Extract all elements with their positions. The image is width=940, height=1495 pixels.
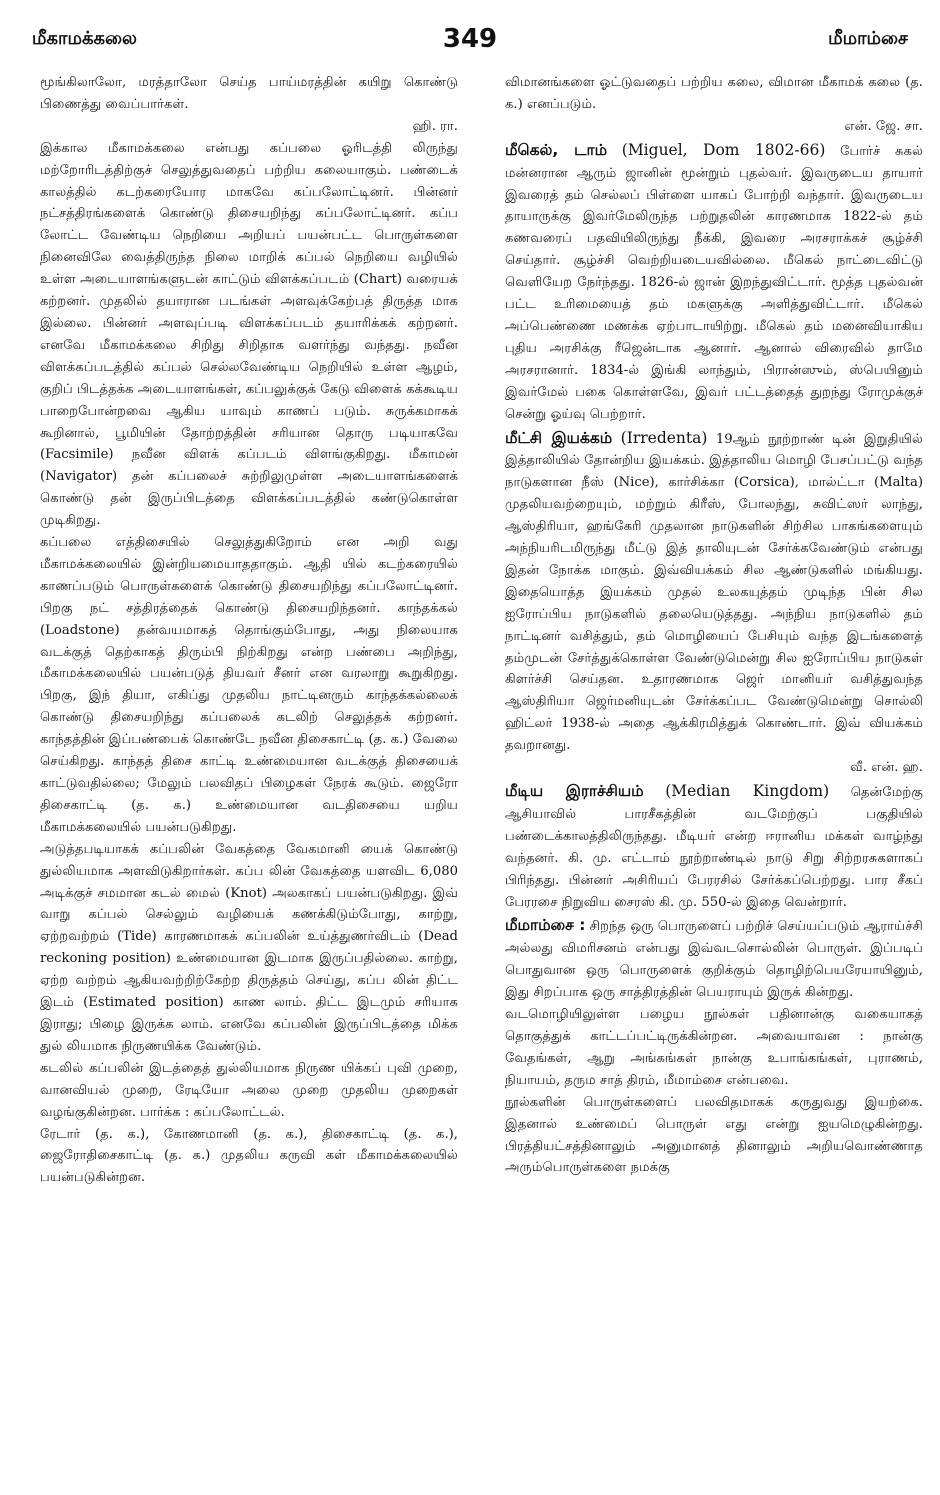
entry-irredenta bbox=[505, 428, 923, 780]
paragraph: கடலில் கப்பலின் இடத்தைத் துல்லியமாக நிருண யிக்கப் புவி முறை, வானவியல் முறை, ரேடியோ அலை முறை முதலிய முறைகள் வழங்குகின்றன. பார்க்க : கப்பலோட்டல். bbox=[40, 1060, 458, 1120]
paragraph: இக்கால மீகாமக்கலை என்பது கப்பலை ஓரிடத்தி லிருந்து மற்றோரிடத்திற்குச் செலுத்துவதைப் பற்றிய கலையாகும். பண்டைக் காலத்தில் கடற்கரையோர மாகவே கப்பலோட்டினர். பின்னர் நட்சத்திரங்களைக் கொண்டு திசையறிந்து கப்பலோட்டினர். கப்ப லோட்ட வேண்டிய நெறியை அறியப் பயன்பட்ட பொருள்களை நினைவிலே வைத்திருந்த நிலை மாறிக் கப்பல் நெறியை வழியில் உள்ள அடையாளங்களுடன் காட்டும் விளக்கப்படம் (Chart) வரையக் கற்றனர். முதலில் தயாரான படங்கள் அளவுக்கேற்பத் திருத்த மாக இல்லை. பின்னர் அளவுப்படி விளக்கப்படம் தயாரிக்கக் கற்றனர். எனவே மீகாமக்கலை சிறிது சிறிதாக வளர்ந்து வந்தது. நவீன விளக்கப்படத்தில் கப்பல் செல்லவேண்டிய நெறியில் உள்ள ஆழம், குறிப் பிடத்தக்க அடையாளங்கள், கப்பலுக்குக் கேடு விளைக் கக்கூடிய பாறைபோன்றவை ஆகிய யாவும் காணப் படும். சுருக்கமாகக் கூறினால், பூமியின் தோற்றத்தின் சரியான தொரு படியாகவே (Facsimile) நவீன விளக் கப்படம் விளங்குகிறது. மீகாமன் (Navigator) தன் கப்பலைச் சுற்றிலுமுள்ள அடையாளங்களைக் கொண்டு தன் இருப்பிடத்தை விளக்கப்படத்தில் கண்டுகொள்ள முடிகிறது. bbox=[40, 140, 458, 529]
entry-body: தென்மேற்கு ஆசியாவில் பாரசீகத்தின் வடமேற்குப் பகுதியில் பண்டைக்காலத்திலிருந்தது. மீடியர் என்ற ஈரானிய மக்கள் வாழ்ந்து வந்தனர். கி. மு. எட்டாம் நூற்றாண்டில் நாடு சிறு சிற்றரசுகளாகப் பிரிந்தது. பின்னர் அசிரியப் பேரரசில் சேர்க்கப்பெற்றது. பார சீகப் பேரரசை நிறுவிய சைரஸ் கி. மு. 550-ல் இதை வென்றார். bbox=[505, 785, 923, 910]
entry-mimamsa bbox=[505, 915, 923, 1004]
paragraph: வடமொழியிலுள்ள பழைய நூல்கள் பதினான்கு வகையாகத் தொகுத்துக் காட்டப்பட்டிருக்கின்றன. அவையாவன : நான்கு வேதங்கள், ஆறு அங்கங்கள் நான்கு உபாங்கங்கள், புராணம், நியாயம், தரும சாத் திரம், மீமாம்சை என்பவை. bbox=[505, 1007, 923, 1088]
entry-body: போர்ச் சுகல் மன்னரான ஆரும் ஜானின் மூன்றும் புதல்வர். இவருடைய தாயார் இவரைத் தம் செல்லப் பிள்ளை யாகப் போற்றி வந்தார். இவருடைய தாயாருக்கு இவர்மேலிருந்த பற்றுதலின் காரணமாக 1822-ல் தம் கணவரைப் பதவியிலிருந்து நீக்கி, இவரை அரசராக்கச் சூழ்ச்சி செய்தார். சூழ்ச்சி வெற்றியடையவில்லை. மீகெல் நாட்டைவிட்டு வெளியேற நேர்ந்தது. 1826-ல் ஜான் இறந்துவிட்டார். மூத்த புதல்வன் பட்ட உரிமையைத் தம் மகளுக்கு அளித்துவிட்டார். மீகெல் அப்பெண்ணை மணக்க ஏற்பாடாயிற்று. மீகெல் தம் மனைவியாகிய புதிய அரசிக்கு ரீஜென்டாக ஆனார். ஆனால் விரைவில் தாமே அரசரானார். 1834-ல் இங்கி லாந்தும், பிரான்ஸும், ஸ்பெயினும் இவர்மேல் பகை கொள்ளவே, இவர் பட்டத்தைத் துறந்து ரோமுக்குச் சென்று ஓய்வு பெற்றார். bbox=[505, 143, 924, 422]
left-column bbox=[40, 72, 458, 1189]
page-number: 349 bbox=[442, 24, 498, 54]
paragraph bbox=[40, 72, 458, 138]
paragraph: ரேடார் (த. க.), கோணமானி (த. க.), திசைகாட்டி (த. க.), ஜைரோதிசைகாட்டி (த. க.) முதலிய கருவி கள் மீகாமக்கலையில் பயன்படுகின்றன. bbox=[40, 1126, 458, 1186]
author-initials: ஹி. ரா. bbox=[412, 118, 458, 134]
paragraph: நூல்களின் பொருள்களைப் பலவிதமாகக் கருதுவது இயற்கை. இதனால் உண்மைப் பொருள் எது என்று ஐயமெழுகின்றது. பிரத்தியட்சத்தினாலும் அனுமானத் தினாலும் அறியவொண்ணாத அரும்பொருள்களை நமக்கு bbox=[505, 1094, 923, 1176]
paragraph-text: விமானங்களை ஓட்டுவதைப் பற்றிய கலை, விமான மீகாமக் கலை (த. க.) எனப்படும். bbox=[505, 75, 923, 112]
entry-miguel bbox=[505, 140, 923, 426]
paragraph: அடுத்தபடியாகக் கப்பலின் வேகத்தை வேகமானி யைக் கொண்டு துல்லியமாக அளவிடுகிறார்கள். கப்ப லின் வேகத்தை யளவிட 6,080 அடிக்குச் சமமான கடல் மைல் (Knot) அலகாகப் பயன்படுகிறது. இவ் வாறு கப்பல் செல்லும் வழியைக் கணக்கிடும்போது, காற்று, ஏற்றவற்றம் (Tide) காரணமாகக் கப்பலின் உய்த்துணர்விடம் (Dead reckoning position) உண்மையான இடமாக இருப்பதில்லை. காற்று, ஏற்ற வற்றம் ஆகியவற்றிற்கேற்ற திருத்தம் செய்து, கப்ப லின் திட்ட இடம் (Estimated position) காண லாம். திட்ட இடமும் சரியாக இராது; பிழை இருக்க லாம். எனவே கப்பலின் இருப்பிடத்தை மிக்க துல் லியமாக நிருணயிக்க வேண்டும். bbox=[40, 841, 458, 1054]
entry-headword: மீமாம்சை : bbox=[505, 916, 586, 935]
entry-headword: மீகெல், டாம் bbox=[505, 140, 608, 159]
entry-body: 19ஆம் நூற்றாண் டின் இறுதியில் இத்தாலியில் தோன்றிய இயக்கம். இத்தாலிய மொழி பேசப்பட்டு வந்த நாடுகளான நீஸ் (Nice), கார்சிக்கா (Corsica), மால்ட்டா (Malta) முதலியவற்றையும், மற்றும் கிரீஸ், போலந்து, சுவிட்ஸர் லாந்து, ஆஸ்திரியா, ஹங்கேரி முதலான நாடுகளின் சிற்சில பாகங்களையும் அந்நியரிடமிருந்து மீட்டு இத் தாலியுடன் சேர்க்கவேண்டும் என்பது இதன் நோக்க மாகும். இவ்வியக்கம் சில ஆண்டுகளில் மங்கியது. இதையொத்த இயக்கம் முதல் உலகயுத்தம் முடிந்த பின் சில ஐரோப்பிய நாடுகளில் தலையெடுத்தது. அந்நிய நாடுகளில் தம் நாட்டினர் வசித்தும், தம் மொழியைப் பேசியும் வந்த இடங்களைத் தம்முடன் சேர்த்துக்கொள்ள வேண்டுமென்று சில ஐரோப்பிய நாடுகள் கிளர்ச்சி செய்தன. உதாரணமாக ஜெர் மானியர் வசித்துவந்த ஆஸ்திரியா ஜெர்மனியுடன் சேர்க்கப்பட வேண்டுமென்று சொல்லி ஹிட்லர் 1938-ல் அதை ஆக்கிரமித்துக் கொண்டார். இவ் வியக்கம் தவறானது. bbox=[505, 431, 923, 754]
entry-latin-name: (Median Kingdom) bbox=[665, 782, 830, 800]
entry-body: சிறந்த ஒரு பொருளைப் பற்றிச் செய்யப்படும் ஆராய்ச்சி அல்லது விமரிசனம் என்பது இவ்வடசொல்லின் பொருள். இப்படிப் பொதுவான ஒரு பொருளைக் குறிக்கும் தொழிற்பெயரேயாயினும், இது சிறப்பாக ஒரு சாத்திரத்தின் பெயராயும் இருக் கின்றது. bbox=[505, 919, 923, 1001]
page-header bbox=[32, 24, 908, 58]
entry-latin-name: (Irredenta) bbox=[620, 428, 708, 447]
running-head-right: மீமாம்சை bbox=[828, 28, 908, 49]
entry-headword: மீட்சி இயக்கம் bbox=[505, 428, 613, 447]
entry-median-kingdom bbox=[505, 781, 923, 913]
paragraph-text: மூங்கிலாலோ, மரத்தாலோ செய்த பாய்மரத்தின் கயிறு கொண்டு பிணைத்து வைப்பார்கள். bbox=[40, 75, 458, 112]
running-head-left: மீகாமக்கலை bbox=[32, 28, 137, 49]
author-initials: வீ. என். ஹ. bbox=[850, 760, 923, 776]
paragraph: கப்பலை எத்திசையில் செலுத்துகிறோம் என அறி வது மீகாமக்கலையில் இன்றியமையாததாகும். ஆதி யில் கடற்கரையில் காணப்படும் பொருள்களைக் கொண்டு திசையறிந்து கப்பலோட்டினர். பிறகு நட் சத்திரத்தைக் கொண்டு திசையறிந்தனர். காந்தக்கல் (Loadstone) தன்வயமாகத் தொங்கும்போது, அது நிலையாக வடக்குத் தெற்காகத் திரும்பி நிற்கிறது என்ற பண்பை அறிந்து, மீகாமக்கலையில் பயன்படுத் தியவர் சீனர் என வரலாறு கூறுகிறது. பிறகு, இந் தியா, எகிப்து முதலிய நாட்டினரும் காந்தக்கல்லைக் கொண்டு திசையறிந்து கப்பலைக் கடலிற் செலுத்தக் கற்றனர். காந்தத்தின் இப்பண்பைக் கொண்டே நவீன திசைகாட்டி (த. க.) வேலை செய்கிறது. காந்தத் திசை காட்டி உண்மையான வடக்குத் திசையைக் காட்டுவதில்லை; மேலும் பலவிதப் பிழைகள் நேரக் கூடும். ஜைரோ திசைகாட்டி (த. க.) உண்மையான வடதிசையை யறிய மீகாமக்கலையில் பயன்படுகிறது. bbox=[40, 535, 458, 835]
entry-headword: மீடிய இராச்சியம் bbox=[505, 782, 644, 800]
entry-latin-name: (Miguel, Dom 1802-66) bbox=[621, 140, 826, 159]
right-column bbox=[505, 72, 923, 1179]
paragraph bbox=[505, 72, 923, 138]
author-initials: என். ஜே. சா. bbox=[844, 118, 923, 134]
